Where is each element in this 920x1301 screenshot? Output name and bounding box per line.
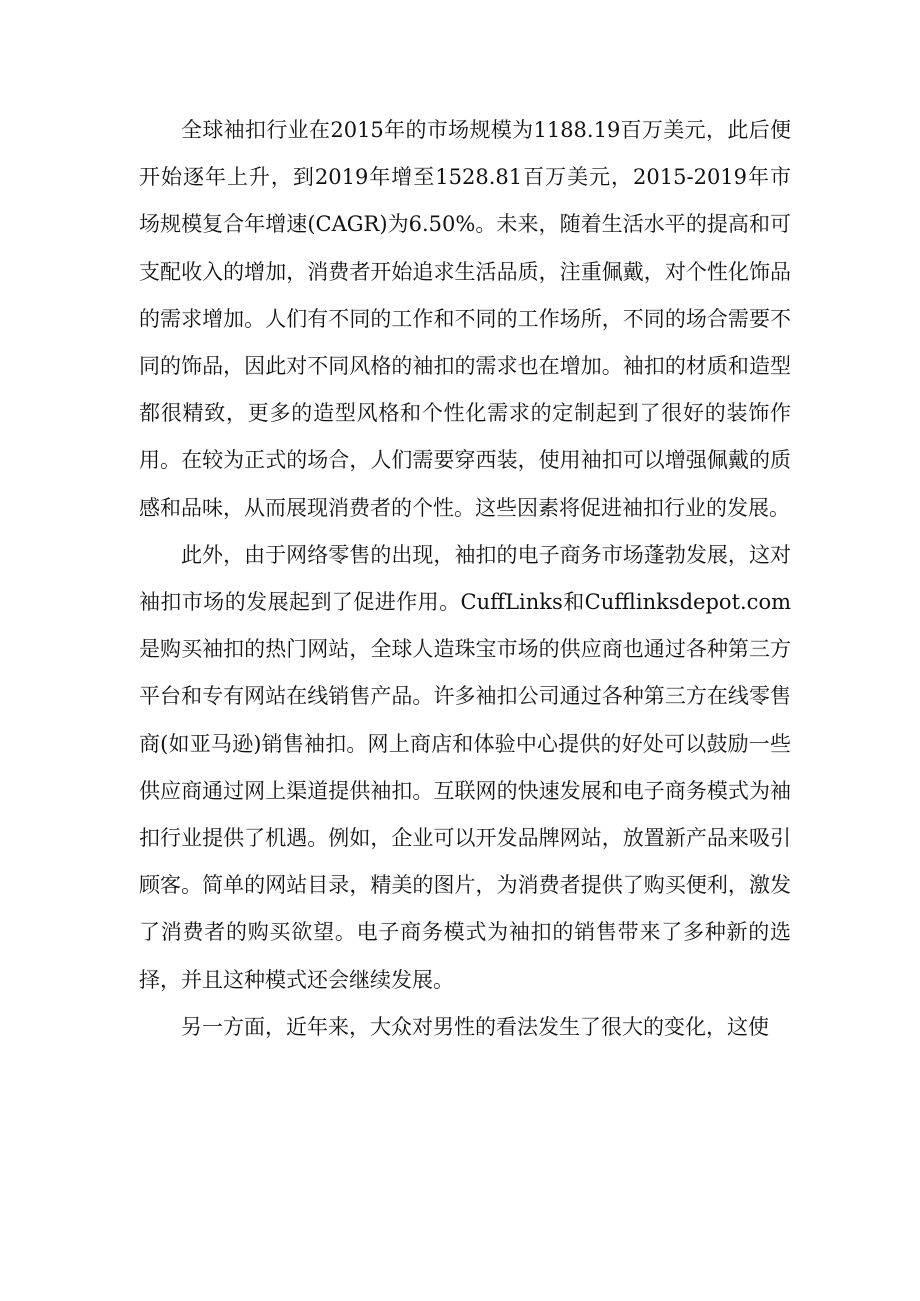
paragraph-ecommerce: 此外，由于网络零售的出现，袖扣的电子商务市场蓬勃发展，这对袖扣市场的发展起到了促进作用。CuffLinks和Cufflinksdepot.com是购买袖扣的热门网站，全球人造珠宝市场的供应商也通过各种第三方平台和专有网站在线销售产品。许多袖扣公司通过各种第三方在线零售商(如亚马逊)销售袖扣。网上商店和体验中心提供的好处可以鼓励一些供应商通过网上渠道提供袖扣。互联网的快速发展和电子商务模式为袖扣行业提供了机遇。例如，企业可以开发品牌网站，放置新产品来吸引顾客。简单的网站目录，精美的图片，为消费者提供了购买便利，激发了消费者的购买欲望。电子商务模式为袖扣的销售带来了多种新的选择，并且这种模式还会继续发展。 — [139, 542, 791, 992]
paragraph-perception: 另一方面，近年来，大众对男性的看法发生了很大的变化，这使 — [181, 1014, 769, 1039]
paragraph-market-size: 全球袖扣行业在2015年的市场规模为1188.19百万美元，此后便开始逐年上升，到2019年增至1528.81百万美元，2015-2019年市场规模复合年增速(CAGR)为6.50%。未来，随着生活水平的提高和可支配收入的增加，消费者开始追求生活品质，注重佩戴，对个性化饰品的需求增加。人们有不同的工作和不同的工作场所，不同的场合需要不同的饰品，因此对不同风格的袖扣的需求也在增加。袖扣的材质和造型都很精致，更多的造型风格和个性化需求的定制起到了很好的装饰作用。在较为正式的场合，人们需要穿西装，使用袖扣可以增强佩戴的质感和品味，从而展现消费者的个性。这些因素将促进袖扣行业的发展。 — [139, 118, 791, 520]
document-body — [139, 107, 791, 1051]
